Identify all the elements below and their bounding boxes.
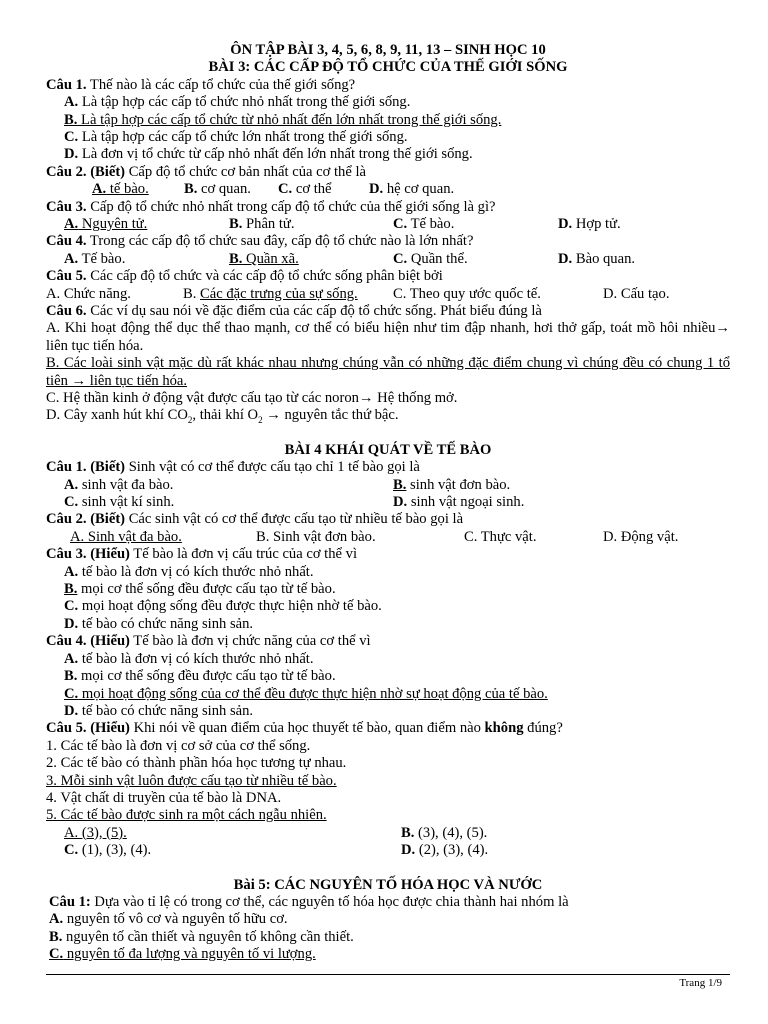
section-heading-b3: BÀI 3: CÁC CẤP ĐỘ TỔ CHỨC CỦA THẾ GIỚI SỐNG [208,59,568,76]
answer-option-correct: C. mọi hoạt động sống của cơ thể đều được thực hiện nhờ sự hoạt động của tế bào. [64,685,548,702]
question: Câu 1: Dựa vào tỉ lệ có trong cơ thể, các nguyên tố hóa học được chia thành hai nhóm là [49,893,569,910]
answer-row: A. (3), (5). B. (3), (4), (5). [64,824,488,841]
answer-option-correct: B. Các loài sinh vật mặc dù rất khác nhau nhưng chúng vẫn có những đặc điểm chung vì chúng đều có chung 1 tổ tiên → liên tục tiến hóa. [46,355,730,389]
answer-option-correct: B. Là tập hợp các cấp tổ chức từ nhỏ nhất đến lớn nhất trong thế giới sống. [64,111,502,128]
question: Câu 6. Các ví dụ sau nói về đặc điểm của các cấp độ tổ chức sống. Phát biểu đúng là [46,303,542,320]
question: Câu 5. Các cấp độ tổ chức và các cấp độ tổ chức sống phân biệt bởi [46,268,443,285]
footer-divider [46,974,730,975]
answer-option: C. mọi hoạt động sống đều được thực hiện nhờ tế bào. [64,598,382,615]
question: Câu 4. (Hiểu) Tế bào là đơn vị chức năng của cơ thể vì [46,633,371,650]
answer-option: A. tế bào là đơn vị có kích thước nhỏ nhất. [64,563,314,580]
question: Câu 1. (Biết) Sinh vật có cơ thể được cấu tạo chỉ 1 tế bào gọi là [46,459,420,476]
answer-option: A. Khi hoạt động thể dục thể thao mạnh, cơ thể có biểu hiện như tim đập nhanh, hơi thở gấp, toát mồ hôi nhiều→ liên tục tiến hóa. [46,320,730,354]
answer-option: A. tế bào là đơn vị có kích thước nhỏ nhất. [64,650,314,667]
statement: 4. Vật chất di truyền của tế bào là DNA. [46,789,282,806]
answer-row: A. Chức năng. B. Các đặc trưng của sự sống. C. Theo quy ước quốc tế. D. Cấu tạo. [46,285,670,302]
answer-option: A. Là tập hợp các cấp tổ chức nhỏ nhất trong thế giới sống. [64,94,411,111]
answer-option: A. nguyên tố vô cơ và nguyên tố hữu cơ. [49,911,288,928]
statement: 5. Các tế bào được sinh ra một cách ngẫu nhiên. [46,807,327,824]
answer-option: D. Là đơn vị tổ chức từ cấp nhỏ nhất đến lớn nhất trong thế giới sống. [64,146,473,163]
answer-option-correct: C. nguyên tố đa lượng và nguyên tố vi lượng. [49,946,316,963]
document-title: ÔN TẬP BÀI 3, 4, 5, 6, 8, 9, 11, 13 – SINH HỌC 10 [230,42,546,58]
answer-option: D. tế bào có chức năng sinh sản. [64,702,254,719]
statement: 2. Các tế bào có thành phần hóa học tương tự nhau. [46,755,347,772]
answer-row: A. Sinh vật đa bào. B. Sinh vật đơn bào. C. Thực vật. D. Động vật. [70,528,679,545]
question: Câu 1. Thế nào là các cấp tổ chức của thế giới sống? [46,76,356,93]
answer-row: A. sinh vật đa bào. B. sinh vật đơn bào. [64,476,511,493]
answer-row: C. sinh vật kí sinh. D. sinh vật ngoại sinh. [64,494,525,511]
section-heading-b4: BÀI 4 KHÁI QUÁT VỀ TẾ BÀO [284,441,492,458]
statement: 1. Các tế bào là đơn vị cơ sở của cơ thể sống. [46,737,311,754]
answer-option: B. mọi cơ thể sống đều được cấu tạo từ tế bào. [64,668,336,685]
question: Câu 5. (Hiểu) Khi nói về quan điểm của học thuyết tế bào, quan điểm nào không đúng? [46,720,563,737]
section-heading-b5: Bài 5: CÁC NGUYÊN TỐ HÓA HỌC VÀ NƯỚC [233,876,543,893]
answer-row: C. (1), (3), (4). D. (2), (3), (4). [64,842,489,859]
question: Câu 4. Trong các cấp độ tổ chức sau đây, cấp độ tổ chức nào là lớn nhất? [46,233,474,250]
document-page [46,42,730,964]
question: Câu 2. (Biết) Cấp độ tổ chức cơ bản nhất của cơ thể là [46,163,366,180]
statement: 3. Mỗi sinh vật luôn được cấu tạo từ nhiều tế bào. [46,772,337,789]
answer-option: B. nguyên tố cần thiết và nguyên tố không cần thiết. [49,928,354,945]
answer-row: A. Tế bào. B. Quần xã. C. Quần thể. D. Bào quan. [64,250,636,267]
page-number: Trang 1/9 [679,977,722,989]
answer-option: D. tế bào có chức năng sinh sản. [64,615,254,632]
answer-option: D. Cây xanh hút khí $CO_2$, thải khí $O_2$ → nguyên tắc thứ bậc. [46,407,399,426]
question: Câu 2. (Biết) Các sinh vật có cơ thể được cấu tạo từ nhiều tế bào gọi là [46,511,464,528]
answer-option: C. Hệ thần kinh ở động vật được cấu tạo từ các noron→ Hệ thống mở. [46,390,458,407]
question: Câu 3. (Hiểu) Tế bào là đơn vị cấu trúc của cơ thể vì [46,546,358,563]
question: Câu 3. Cấp độ tổ chức nhỏ nhất trong cấp độ tổ chức của thế giới sống là gì? [46,198,496,215]
answer-row: A. Nguyên tử. B. Phân tử. C. Tế bào. D. Hợp tử. [64,216,621,233]
answer-option-correct: B. mọi cơ thể sống đều được cấu tạo từ tế bào. [64,581,336,598]
answer-row: A. tế bào. B. cơ quan. C. cơ thể D. hệ cơ quan. [92,181,455,198]
answer-option: C. Là tập hợp các cấp tổ chức lớn nhất trong thế giới sống. [64,129,408,146]
